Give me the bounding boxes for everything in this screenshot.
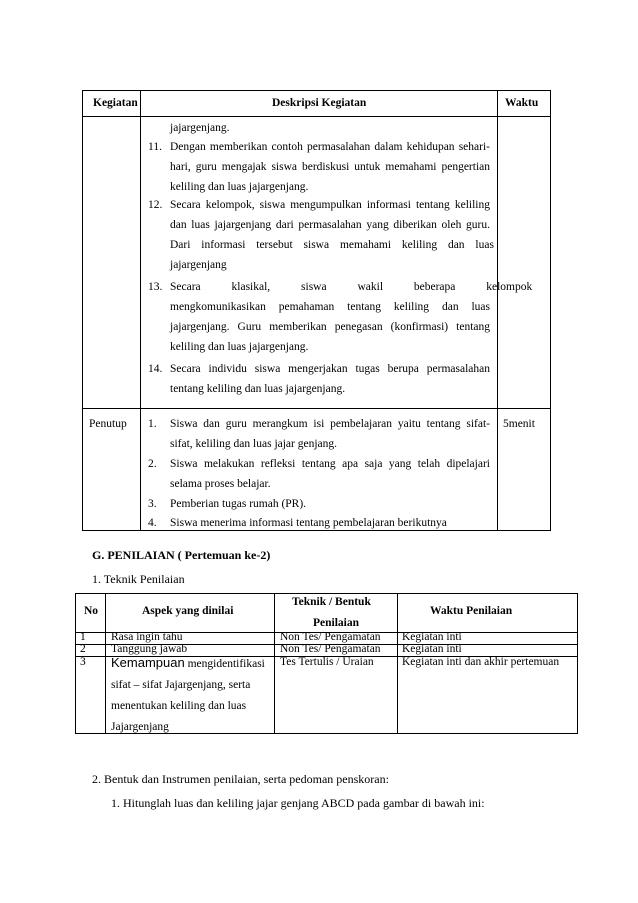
item-number: 3. <box>148 498 157 510</box>
section-heading: 2. Bentuk dan Instrumen penilaian, serta pedoman penskoran: <box>92 772 389 786</box>
column-divider <box>105 594 106 733</box>
item-line: Dari informasi tersebut siswa memahami keliling dan luas <box>170 239 494 251</box>
item-line: sifat, keliling dan luas jajar genjang. <box>170 438 338 450</box>
row-aspek-line2: sifat – sifat Jajargenjang, serta <box>111 679 251 691</box>
item-line: hari, guru mengajak siswa berdiskusi untuk memahami pengertian <box>170 161 490 173</box>
list-item <box>148 195 494 275</box>
row-teknik: Tes Tertulis / Uraian <box>280 656 374 668</box>
column-divider <box>140 91 141 530</box>
item-line: selama proses belajar. <box>170 478 271 490</box>
list-item <box>148 359 490 399</box>
penutup-label: Penutup <box>89 418 127 430</box>
item-line: Secara klasikal, siswa wakil beberapa kelompok <box>170 281 533 293</box>
header-deskripsi: Deskripsi Kegiatan <box>272 97 367 109</box>
assessment-table <box>75 593 578 734</box>
item-line: tentang keliling dan luas jajargenjang. <box>170 383 346 395</box>
item-line: Siswa dan guru merangkum isi pembelajaran yaitu tentang sifat- <box>170 418 490 430</box>
item-number: 13. <box>148 281 163 293</box>
header-no: No <box>84 605 99 617</box>
header-waktu: Waktu Penilaian <box>430 605 513 617</box>
row-teknik: Non Tes/ Pengamatan <box>280 631 381 643</box>
item-line: jajargenjang <box>170 259 227 271</box>
list-item <box>148 494 490 514</box>
row-aspek: Tanggung jawab <box>111 643 188 655</box>
section-heading: G. PENILAIAN ( Pertemuan ke-2) <box>92 548 271 562</box>
header-waktu: Waktu <box>505 97 539 109</box>
item-line: Siswa melakukan refleksi tentang apa saja yang telah dipelajari <box>170 458 490 470</box>
row-aspek-line3: menentukan keliling dan luas <box>111 700 247 712</box>
list-item <box>148 454 490 494</box>
header-teknik: Teknik / Bentuk <box>292 596 371 608</box>
item-number: 2. <box>148 458 157 470</box>
item-number: 12. <box>148 199 163 211</box>
header-kegiatan: Kegiatan <box>93 97 138 109</box>
item-line: Secara individu siswa mengerjakan tugas berupa permasalahan <box>170 363 490 375</box>
item-line: keliling dan luas jajargenjang. <box>170 181 309 193</box>
column-divider <box>497 91 498 530</box>
row-no: 2 <box>80 643 86 655</box>
continuation-text: jajargenjang. <box>170 122 230 134</box>
item-number: 14. <box>148 363 163 375</box>
row-waktu: Kegiatan inti <box>402 643 462 655</box>
activity-table <box>82 90 551 531</box>
row-aspek: Rasa ingin tahu <box>111 631 183 643</box>
item-line: keliling dan luas jajargenjang. <box>170 341 309 353</box>
item-line: mengkomunikasikan pemahaman tentang keliling dan luas <box>170 301 490 313</box>
penutup-waktu: 5menit <box>503 418 535 430</box>
list-item <box>148 137 490 197</box>
item-line: jajargenjang. Guru memberikan penegasan (konfirmasi) tentang <box>170 321 490 333</box>
row-no: 1 <box>80 631 86 643</box>
list-item <box>148 414 490 454</box>
item-line: dan luas jajargenjang dari permasalahan yang diberikan oleh guru. <box>170 219 490 231</box>
item-number: 11. <box>148 141 162 153</box>
aspek-word-rest: mengidentifikasi <box>184 658 265 670</box>
list-item <box>148 277 533 357</box>
row-aspek-line4: Jajargenjang <box>111 721 169 733</box>
column-divider <box>274 594 275 733</box>
item-line: Secara kelompok, siswa mengumpulkan informasi tentang keliling <box>170 199 490 211</box>
row-divider <box>83 408 550 409</box>
aspek-word: Kemampuan <box>111 655 185 670</box>
header-aspek: Aspek yang dinilai <box>142 605 234 617</box>
item-number: 1. <box>148 418 157 430</box>
row-aspek-line1 <box>111 655 265 670</box>
header-teknik-line2: Penilaian <box>313 617 360 629</box>
row-divider <box>83 116 550 117</box>
row-waktu: Kegiatan inti dan akhir pertemuan <box>402 656 560 668</box>
item-number: 4. <box>148 517 157 529</box>
question-text: 1. Hitunglah luas dan keliling jajar genjang ABCD pada gambar di bawah ini: <box>111 796 485 810</box>
item-line: Siswa menerima informasi tentang pembelajaran berikutnya <box>170 517 447 529</box>
item-line: Pemberian tugas rumah (PR). <box>170 498 307 510</box>
row-waktu: Kegiatan inti <box>402 631 462 643</box>
item-line: Dengan memberikan contoh permasalahan dalam kehidupan sehari- <box>170 141 490 153</box>
row-no: 3 <box>80 656 86 668</box>
row-teknik: Non Tes/ Pengamatan <box>280 643 381 655</box>
list-item <box>148 513 490 533</box>
subsection-heading: 1. Teknik Penilaian <box>92 572 185 586</box>
column-divider <box>397 594 398 733</box>
